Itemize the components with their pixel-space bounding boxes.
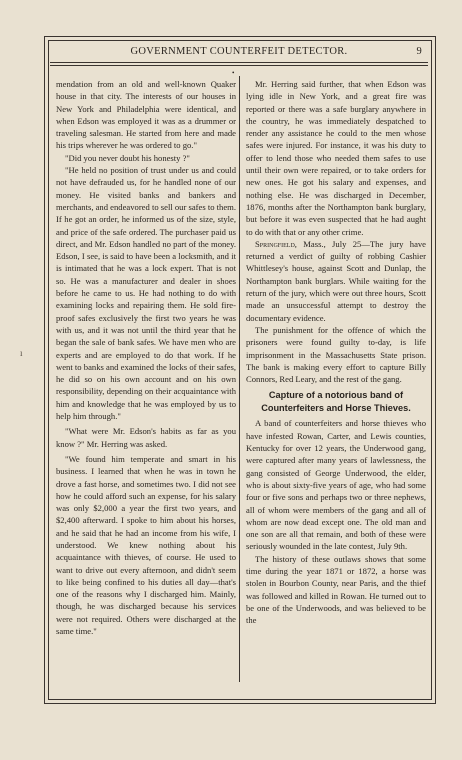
paragraph: "What were Mr. Edson's habits as far as you know ?" Mr. Herring was asked.	[56, 426, 236, 449]
paragraph: "He held no position of trust under us and could not have defrauded us, for he handled none of our money. He visited banks and bankers and merchants, and endeavored to sell our safes to them. If he got an order, he informed us of the size, style, and price of the safe ordered. The purchaser paid us direct, and Mr. Edson handled no part of the money. Edson, I see, is said to have been a locksmith, and it is intimated that he was a lock expert. That is not so. He was a manufacturer and dealer in shoes before he came to us. He had nothing to do with examining locks and repairing them. He sold fire-proof safes exclusively the first two years he was with us, and it was not until the third year that he began the sale of bank safes. We have men who are experts and are employed to do that work. If he went to banks and examined the locks of their safes, he did so on his own account and on his own responsibility, depending on their acquaintance with him and knowledge that he was employed by us to help him through."	[56, 165, 236, 422]
margin-mark: ı	[20, 348, 23, 358]
header-rule	[50, 62, 428, 63]
column-divider	[239, 76, 240, 682]
page-number: 9	[416, 46, 422, 57]
paragraph: "We found him temperate and smart in his business. I learned that when he was in town he drove a fast horse, and sometimes two. I did not see how he could afford such an expense, for his salary was only $2,000 a year the first two years, and $2,400 afterward. I spoke to him about his horses, and he said that he had an income from his wife, I understood. We knew nothing about his acquaintance with thieves, of course. He used to want to drive out every afternoon, and didn't seem to like being confined to his duties all day—that's one of the reasons why I discharged him. Mainly, though, he was discharged because his services were not required. Others were discharged at the same time."	[56, 453, 236, 637]
paragraph: mendation from an old and well-known Quaker house in that city. The interests of our houses in New York and Philadelphia were identical, and when Edson was employed it was as a drummer or traveling salesman. He started from here and made his trips wherever he was ordered to go."	[56, 79, 236, 151]
paragraph: "Did you never doubt his honesty ?"	[65, 152, 190, 163]
left-column	[56, 78, 236, 637]
header-title: GOVERNMENT COUNTERFEIT DETECTOR.	[130, 46, 348, 57]
article-headline: Capture of a notorious band of Counterfeiters and Horse Thieves.	[261, 390, 411, 413]
paragraph: A band of counterfeiters and horse thieves who have infested Rowan, Carter, and Lewis counties, Kentucky for over 12 years, the Underwood gang, were captured after many years of lawlessness, the gang consisted of George Underwood, the elder, who is about sixty-five years of age, who had some four or five sons and perhaps two or three nephews, all of whom were members of the gang and all of whom are now dead except one. The old man and one son are all that remain, and both of these were seriously wounded in the late contest, July 9th.	[246, 418, 426, 552]
right-column	[246, 78, 426, 626]
running-header	[52, 44, 426, 62]
ornament-dot: •	[232, 69, 235, 77]
paragraph: The history of these outlaws shows that some time during the year 1871 or 1872, a horse was stolen in Bourbon County, near Paris, and the thief was followed and killed in Rowan. He turned out to be one of the Underwoods, and was believed to be the	[246, 553, 426, 626]
paragraph: Mass., July 25—The jury have returned a verdict of guilty of robbing Cashier Whittlesey's house, against Scott and Dunlap, the Northampton bank burglars. While waiting for the return of the jury, which were out three hours, Scott made an unsuccessful attempt to destroy the documentary evidence.	[246, 238, 426, 323]
header-rule-thin	[50, 65, 428, 66]
paragraph: Mr. Herring said further, that when Edson was lying idle in New York, and a great fire was reported or there was a safe burglary anywhere in the country, he was immediately despatched to render any assistance he could to the men whose safes were injured. For instance, it was his duty to offer to lend those who needed them safes to use until their own were repaired, or to take orders for new ones. He got his salary and expenses, and nothing else. He was discharged in December, 1876, months after the Northampton bank burglary, but before it was even suspected that he had aught to do with that or any other crime.	[246, 79, 426, 237]
paragraph: The punishment for the offence of which the prisoners were found guilty to-day, is life imprisonment in the Massachusetts State prison. The bank is making every effort to capture Billy Connors, Red Leary, and the rest of the gang.	[246, 324, 426, 385]
dateline-place: Springfield,	[255, 238, 297, 249]
